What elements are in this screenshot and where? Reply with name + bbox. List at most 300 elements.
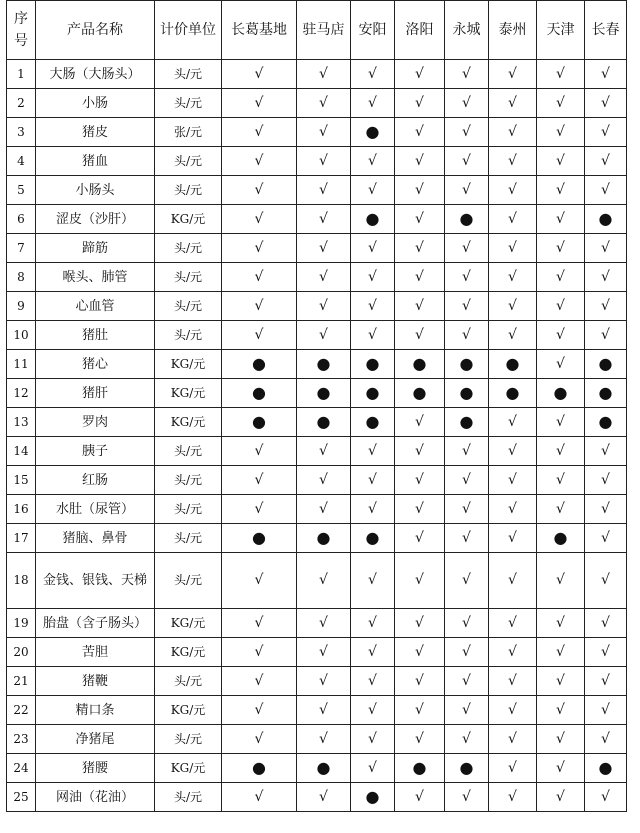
dot-mark-icon: ● [316, 411, 331, 431]
check-mark-icon: √ [415, 297, 424, 314]
row-product-name-cell: 猪皮 [36, 118, 155, 147]
row-product-name-cell: 水肚（尿管） [36, 495, 155, 524]
row-site-mark-cell [297, 89, 351, 118]
check-mark-icon: √ [254, 326, 264, 343]
row-seq-cell: 3 [7, 118, 36, 147]
row-site-mark-cell [297, 292, 351, 321]
row-site-mark-cell [222, 292, 297, 321]
row-site-mark-cell [445, 350, 489, 379]
row-site-mark-cell [351, 495, 395, 524]
row-site-mark-cell [222, 408, 297, 437]
row-site-mark-cell [395, 379, 445, 408]
row-site-mark-cell [489, 754, 537, 783]
check-mark-icon: √ [462, 152, 471, 169]
row-site-mark-cell [537, 234, 585, 263]
row-site-mark-cell [537, 553, 585, 609]
row-product-name-cell: 大肠（大肠头） [36, 60, 155, 89]
row-site-mark-cell [222, 609, 297, 638]
row-site-mark-cell [222, 495, 297, 524]
table-row [7, 667, 627, 696]
check-mark-icon: √ [508, 152, 517, 169]
row-site-mark-cell [489, 234, 537, 263]
check-mark-icon: √ [462, 614, 471, 631]
row-site-mark-cell [585, 176, 627, 205]
check-mark-icon: √ [556, 65, 565, 82]
check-mark-icon: √ [415, 94, 424, 111]
check-mark-icon: √ [601, 614, 610, 631]
row-site-mark-cell [489, 321, 537, 350]
row-seq-cell: 21 [7, 667, 36, 696]
row-seq-cell: 22 [7, 696, 36, 725]
check-mark-icon: √ [601, 326, 610, 343]
row-site-mark-cell [585, 205, 627, 234]
row-unit-cell: KG/元 [155, 205, 222, 234]
row-site-mark-cell [537, 176, 585, 205]
check-mark-icon: √ [462, 730, 471, 747]
table-row [7, 321, 627, 350]
row-site-mark-cell [489, 263, 537, 292]
check-mark-icon: √ [508, 730, 517, 747]
row-site-mark-cell [445, 176, 489, 205]
check-mark-icon: √ [462, 65, 471, 82]
row-site-mark-cell [351, 638, 395, 667]
row-site-mark-cell [395, 350, 445, 379]
row-site-mark-cell [489, 725, 537, 754]
row-site-mark-cell [395, 321, 445, 350]
header-unit: 计价单位 [155, 1, 222, 60]
row-unit-cell: 张/元 [155, 118, 222, 147]
row-site-mark-cell [351, 408, 395, 437]
row-site-mark-cell [297, 234, 351, 263]
check-mark-icon: √ [508, 643, 517, 660]
header-site-taizhou: 泰州 [489, 1, 537, 60]
dot-mark-icon: ● [505, 353, 520, 373]
check-mark-icon: √ [508, 701, 517, 718]
check-mark-icon: √ [556, 210, 565, 227]
row-site-mark-cell [351, 696, 395, 725]
row-site-mark-cell [297, 263, 351, 292]
row-site-mark-cell [489, 147, 537, 176]
check-mark-icon: √ [368, 152, 377, 169]
row-site-mark-cell [585, 234, 627, 263]
row-unit-cell: 头/元 [155, 60, 222, 89]
row-site-mark-cell [297, 466, 351, 495]
check-mark-icon: √ [415, 572, 424, 588]
row-product-name-cell: 苦胆 [36, 638, 155, 667]
row-site-mark-cell [585, 495, 627, 524]
row-site-mark-cell [222, 321, 297, 350]
row-site-mark-cell [395, 263, 445, 292]
check-mark-icon: √ [462, 239, 471, 256]
row-site-mark-cell [445, 263, 489, 292]
check-mark-icon: √ [415, 672, 424, 689]
check-mark-icon: √ [556, 500, 565, 517]
row-site-mark-cell [489, 667, 537, 696]
check-mark-icon: √ [556, 759, 565, 776]
row-site-mark-cell [297, 783, 351, 812]
check-mark-icon: √ [601, 788, 610, 805]
check-mark-icon: √ [415, 643, 424, 660]
row-site-mark-cell [297, 176, 351, 205]
row-site-mark-cell [489, 696, 537, 725]
check-mark-icon: √ [601, 94, 610, 111]
check-mark-icon: √ [556, 672, 565, 689]
check-mark-icon: √ [462, 643, 471, 660]
row-site-mark-cell [222, 60, 297, 89]
row-unit-cell: 头/元 [155, 176, 222, 205]
row-product-name-cell: 胰子 [36, 437, 155, 466]
check-mark-icon: √ [319, 672, 328, 689]
check-mark-icon: √ [319, 268, 328, 285]
row-product-name-cell: 红肠 [36, 466, 155, 495]
check-mark-icon: √ [462, 572, 471, 588]
check-mark-icon: √ [415, 730, 424, 747]
row-site-mark-cell [537, 89, 585, 118]
dot-mark-icon: ● [316, 353, 331, 373]
row-seq-cell: 18 [7, 553, 36, 609]
row-unit-cell: KG/元 [155, 408, 222, 437]
check-mark-icon: √ [462, 123, 471, 140]
row-site-mark-cell [222, 667, 297, 696]
check-mark-icon: √ [415, 701, 424, 718]
check-mark-icon: √ [601, 500, 610, 517]
row-product-name-cell: 猪心 [36, 350, 155, 379]
dot-mark-icon: ● [365, 527, 380, 547]
header-site-anyang: 安阳 [351, 1, 395, 60]
row-site-mark-cell [537, 263, 585, 292]
row-unit-cell: 头/元 [155, 292, 222, 321]
check-mark-icon: √ [556, 94, 565, 111]
row-site-mark-cell [351, 321, 395, 350]
row-site-mark-cell [585, 379, 627, 408]
row-site-mark-cell [537, 754, 585, 783]
row-seq-cell: 4 [7, 147, 36, 176]
check-mark-icon: √ [508, 123, 517, 140]
check-mark-icon: √ [368, 65, 377, 82]
row-site-mark-cell [537, 495, 585, 524]
check-mark-icon: √ [556, 788, 565, 805]
table-row [7, 89, 627, 118]
check-mark-icon: √ [415, 471, 424, 488]
header-site-tianjin: 天津 [537, 1, 585, 60]
row-site-mark-cell [395, 466, 445, 495]
row-site-mark-cell [489, 379, 537, 408]
row-site-mark-cell [395, 524, 445, 553]
header-site-zhumadian: 驻马店 [297, 1, 351, 60]
check-mark-icon: √ [319, 152, 328, 169]
check-mark-icon: √ [415, 268, 424, 285]
row-product-name-cell: 罗肉 [36, 408, 155, 437]
row-site-mark-cell [297, 725, 351, 754]
check-mark-icon: √ [508, 471, 517, 488]
row-seq-cell: 11 [7, 350, 36, 379]
check-mark-icon: √ [508, 297, 517, 314]
check-mark-icon: √ [508, 614, 517, 631]
dot-mark-icon: ● [459, 757, 474, 777]
check-mark-icon: √ [556, 442, 565, 459]
row-site-mark-cell [351, 553, 395, 609]
dot-mark-icon: ● [252, 411, 266, 431]
dot-mark-icon: ● [365, 353, 380, 373]
header-site-changchun: 长春 [585, 1, 627, 60]
check-mark-icon: √ [254, 614, 264, 631]
row-seq-cell: 17 [7, 524, 36, 553]
row-site-mark-cell [445, 495, 489, 524]
check-mark-icon: √ [415, 614, 424, 631]
row-site-mark-cell [445, 524, 489, 553]
table-row [7, 292, 627, 321]
row-site-mark-cell [297, 667, 351, 696]
check-mark-icon: √ [368, 442, 377, 459]
row-seq-cell: 20 [7, 638, 36, 667]
row-unit-cell: 头/元 [155, 725, 222, 754]
row-site-mark-cell [351, 89, 395, 118]
check-mark-icon: √ [556, 152, 565, 169]
check-mark-icon: √ [254, 152, 264, 169]
dot-mark-icon: ● [598, 208, 613, 228]
row-site-mark-cell [351, 667, 395, 696]
dot-mark-icon: ● [252, 527, 266, 547]
row-site-mark-cell [489, 553, 537, 609]
check-mark-icon: √ [254, 672, 264, 689]
header-product-name: 产品名称 [36, 1, 155, 60]
row-site-mark-cell [537, 205, 585, 234]
row-site-mark-cell [222, 725, 297, 754]
check-mark-icon: √ [601, 239, 610, 256]
table-row [7, 524, 627, 553]
table-row [7, 638, 627, 667]
check-mark-icon: √ [508, 210, 517, 227]
row-site-mark-cell [489, 495, 537, 524]
check-mark-icon: √ [415, 413, 424, 430]
row-product-name-cell: 猪腰 [36, 754, 155, 783]
check-mark-icon: √ [601, 471, 610, 488]
row-site-mark-cell [585, 437, 627, 466]
dot-mark-icon: ● [598, 411, 613, 431]
check-mark-icon: √ [415, 529, 424, 546]
row-unit-cell: KG/元 [155, 379, 222, 408]
dot-mark-icon: ● [553, 527, 568, 547]
row-site-mark-cell [445, 783, 489, 812]
row-site-mark-cell [585, 783, 627, 812]
check-mark-icon: √ [508, 788, 517, 805]
check-mark-icon: √ [462, 326, 471, 343]
row-site-mark-cell [585, 60, 627, 89]
check-mark-icon: √ [368, 326, 377, 343]
row-unit-cell: 头/元 [155, 466, 222, 495]
dot-mark-icon: ● [316, 382, 331, 402]
row-site-mark-cell [585, 292, 627, 321]
check-mark-icon: √ [508, 529, 517, 546]
row-product-name-cell: 网油（花油） [36, 783, 155, 812]
row-site-mark-cell [585, 408, 627, 437]
row-site-mark-cell [585, 466, 627, 495]
row-unit-cell: 头/元 [155, 783, 222, 812]
row-site-mark-cell [585, 609, 627, 638]
header-site-changge: 长葛基地 [222, 1, 297, 60]
check-mark-icon: √ [254, 730, 264, 747]
dot-mark-icon: ● [412, 757, 427, 777]
table-row [7, 118, 627, 147]
check-mark-icon: √ [254, 442, 264, 459]
row-seq-cell: 19 [7, 609, 36, 638]
row-site-mark-cell [297, 147, 351, 176]
row-unit-cell: 头/元 [155, 234, 222, 263]
check-mark-icon: √ [319, 297, 328, 314]
row-product-name-cell: 猪肚 [36, 321, 155, 350]
row-product-name-cell: 喉头、肺管 [36, 263, 155, 292]
check-mark-icon: √ [601, 65, 610, 82]
row-site-mark-cell [537, 292, 585, 321]
row-site-mark-cell [445, 60, 489, 89]
check-mark-icon: √ [556, 471, 565, 488]
row-unit-cell: KG/元 [155, 696, 222, 725]
row-site-mark-cell [445, 638, 489, 667]
row-site-mark-cell [222, 205, 297, 234]
row-site-mark-cell [489, 176, 537, 205]
check-mark-icon: √ [254, 701, 264, 718]
check-mark-icon: √ [462, 94, 471, 111]
row-product-name-cell: 净猪尾 [36, 725, 155, 754]
dot-mark-icon: ● [365, 121, 380, 141]
row-site-mark-cell [222, 696, 297, 725]
check-mark-icon: √ [508, 672, 517, 689]
row-site-mark-cell [585, 118, 627, 147]
row-unit-cell: KG/元 [155, 754, 222, 783]
row-site-mark-cell [395, 60, 445, 89]
check-mark-icon: √ [508, 326, 517, 343]
check-mark-icon: √ [601, 297, 610, 314]
row-seq-cell: 15 [7, 466, 36, 495]
row-site-mark-cell [395, 437, 445, 466]
row-site-mark-cell [351, 783, 395, 812]
row-site-mark-cell [395, 609, 445, 638]
row-site-mark-cell [395, 147, 445, 176]
row-site-mark-cell [395, 696, 445, 725]
row-site-mark-cell [297, 495, 351, 524]
row-site-mark-cell [585, 667, 627, 696]
row-unit-cell: 头/元 [155, 495, 222, 524]
row-site-mark-cell [395, 234, 445, 263]
row-site-mark-cell [297, 321, 351, 350]
check-mark-icon: √ [556, 239, 565, 256]
row-site-mark-cell [585, 553, 627, 609]
check-mark-icon: √ [368, 297, 377, 314]
table-row [7, 466, 627, 495]
check-mark-icon: √ [556, 181, 565, 198]
check-mark-icon: √ [254, 65, 264, 82]
check-mark-icon: √ [462, 471, 471, 488]
row-site-mark-cell [222, 783, 297, 812]
row-site-mark-cell [297, 638, 351, 667]
row-site-mark-cell [537, 350, 585, 379]
check-mark-icon: √ [462, 297, 471, 314]
check-mark-icon: √ [601, 643, 610, 660]
check-mark-icon: √ [368, 181, 377, 198]
row-site-mark-cell [395, 754, 445, 783]
table-row [7, 263, 627, 292]
row-site-mark-cell [537, 379, 585, 408]
row-site-mark-cell [489, 408, 537, 437]
table-row [7, 205, 627, 234]
check-mark-icon: √ [556, 355, 565, 372]
row-site-mark-cell [445, 89, 489, 118]
check-mark-icon: √ [508, 239, 517, 256]
row-unit-cell: 头/元 [155, 321, 222, 350]
row-site-mark-cell [222, 553, 297, 609]
check-mark-icon: √ [368, 572, 377, 588]
row-site-mark-cell [537, 437, 585, 466]
dot-mark-icon: ● [365, 208, 380, 228]
row-unit-cell: KG/元 [155, 350, 222, 379]
check-mark-icon: √ [556, 268, 565, 285]
row-site-mark-cell [222, 89, 297, 118]
row-site-mark-cell [537, 696, 585, 725]
row-seq-cell: 14 [7, 437, 36, 466]
row-site-mark-cell [297, 118, 351, 147]
row-site-mark-cell [585, 147, 627, 176]
row-site-mark-cell [297, 379, 351, 408]
row-site-mark-cell [297, 205, 351, 234]
row-site-mark-cell [585, 638, 627, 667]
row-site-mark-cell [222, 118, 297, 147]
check-mark-icon: √ [319, 65, 328, 82]
table-row [7, 408, 627, 437]
row-unit-cell: KG/元 [155, 638, 222, 667]
check-mark-icon: √ [508, 413, 517, 430]
check-mark-icon: √ [319, 643, 328, 660]
row-site-mark-cell [445, 321, 489, 350]
table-row [7, 234, 627, 263]
check-mark-icon: √ [254, 572, 264, 588]
row-site-mark-cell [537, 321, 585, 350]
row-site-mark-cell [222, 350, 297, 379]
row-site-mark-cell [222, 379, 297, 408]
check-mark-icon: √ [319, 181, 328, 198]
check-mark-icon: √ [556, 643, 565, 660]
dot-mark-icon: ● [598, 353, 613, 373]
table-row [7, 379, 627, 408]
row-site-mark-cell [297, 524, 351, 553]
row-site-mark-cell [222, 176, 297, 205]
check-mark-icon: √ [368, 614, 377, 631]
row-site-mark-cell [222, 524, 297, 553]
row-site-mark-cell [585, 350, 627, 379]
row-site-mark-cell [297, 609, 351, 638]
row-site-mark-cell [395, 205, 445, 234]
row-seq-cell: 5 [7, 176, 36, 205]
check-mark-icon: √ [368, 643, 377, 660]
check-mark-icon: √ [368, 471, 377, 488]
row-product-name-cell: 猪血 [36, 147, 155, 176]
row-site-mark-cell [297, 60, 351, 89]
check-mark-icon: √ [556, 123, 565, 140]
row-seq-cell: 16 [7, 495, 36, 524]
table-row [7, 783, 627, 812]
check-mark-icon: √ [415, 210, 424, 227]
row-site-mark-cell [395, 89, 445, 118]
table-row [7, 754, 627, 783]
row-site-mark-cell [351, 263, 395, 292]
dot-mark-icon: ● [252, 757, 266, 777]
table-row [7, 147, 627, 176]
check-mark-icon: √ [556, 614, 565, 631]
row-site-mark-cell [351, 466, 395, 495]
row-site-mark-cell [297, 696, 351, 725]
check-mark-icon: √ [319, 572, 328, 588]
dot-mark-icon: ● [316, 757, 331, 777]
row-site-mark-cell [351, 609, 395, 638]
